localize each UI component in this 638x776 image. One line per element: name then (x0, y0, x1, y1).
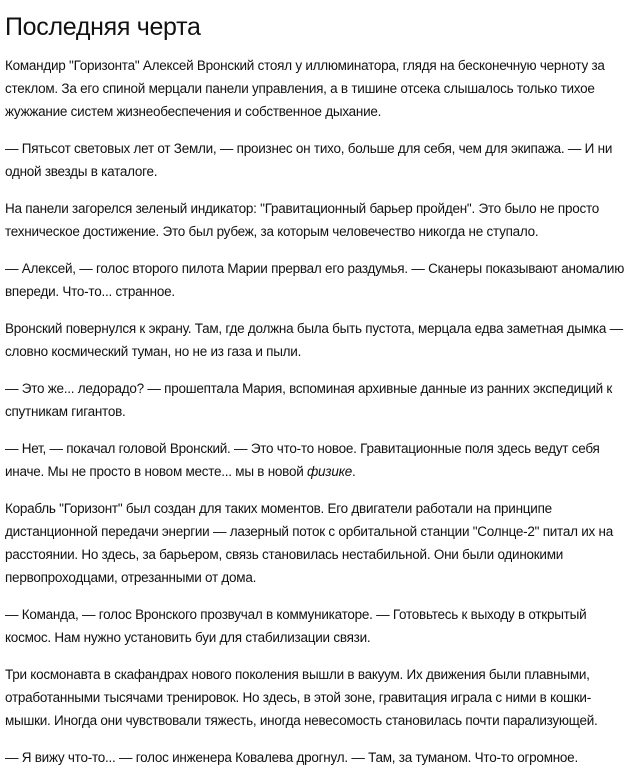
line-text: стеклом. За его спиной мерцали панели управления, а в тишине отсека слышалось только тихое (5, 81, 595, 96)
paragraph-line (5, 543, 633, 566)
line-text: — Нет, — покачал головой Вронский. — Это что-то новое. Гравитационные поля здесь ведут себя (5, 441, 600, 456)
paragraph (5, 137, 633, 183)
line-text: словно космический туман, но не из газа и пыли. (5, 344, 302, 359)
line-text: — Я вижу что-то... — голос инженера Ковалева дрогнул. — Там, за туманом. Что-то огромное. (5, 750, 578, 765)
paragraph (5, 497, 633, 589)
paragraph-line (5, 460, 633, 483)
line-text: отработанными тысячами тренировок. Но здесь, в этой зоне, гравитация играла с ними в кошки- (5, 690, 591, 705)
paragraph-line (5, 566, 633, 589)
paragraph-line (5, 746, 633, 769)
line-text: Три космонавта в скафандрах нового поколения вышли в вакуум. Их движения были плавными, (5, 667, 590, 682)
paragraph-line (5, 603, 633, 626)
paragraph-line (5, 437, 633, 460)
paragraph-line (5, 100, 633, 123)
line-text: впереди. Что-то... странное. (5, 284, 175, 299)
paragraph-line (5, 400, 633, 423)
paragraph (5, 746, 633, 769)
line-text: расстоянии. Но здесь, за барьером, связь становилась нестабильной. Они были одинокими (5, 547, 564, 562)
paragraph-line (5, 257, 633, 280)
line-text: На панели загорелся зеленый индикатор: "Гравитационный барьер пройден". Это было не просто (5, 201, 599, 216)
paragraph-line (5, 340, 633, 363)
paragraph (5, 197, 633, 243)
paragraph-line (5, 497, 633, 520)
paragraph-line (5, 377, 633, 400)
line-text: жужжание систем жизнеобеспечения и собственное дыхание. (5, 104, 382, 119)
paragraph (5, 437, 633, 483)
paragraph (5, 54, 633, 123)
line-text: одной звезды в каталоге. (5, 164, 158, 179)
line-text: Командир "Горизонта" Алексей Вронский стоял у иллюминатора, глядя на бесконечную черноту за (5, 58, 605, 73)
story-body (5, 54, 633, 769)
paragraph-line (5, 77, 633, 100)
line-text: Корабль "Горизонт" был создан для таких моментов. Его двигатели работали на принципе (5, 501, 552, 516)
line-text: первопроходцами, отрезанными от дома. (5, 570, 257, 585)
paragraph-line (5, 626, 633, 649)
paragraph-line (5, 54, 633, 77)
paragraph-line (5, 160, 633, 183)
line-text: — Это же... ледорадо? — прошептала Мария, вспоминая архивные данные из ранних экспедиций к (5, 381, 613, 396)
paragraph (5, 663, 633, 732)
paragraph (5, 377, 633, 423)
line-text: иначе. Мы не просто в новом месте... мы в новой (5, 464, 308, 479)
line-tail: . (351, 464, 356, 479)
paragraph-line (5, 137, 633, 160)
paragraph (5, 603, 633, 649)
line-text: космос. Нам нужно установить буи для стабилизации связи. (5, 630, 371, 645)
line-text: — Алексей, — голос второго пилота Марии прервал его раздумья. — Сканеры показывают аномалию (5, 261, 625, 276)
line-text: мышки. Иногда они чувствовали тяжесть, иногда невесомость становилась почти парализующей. (5, 713, 598, 728)
emphasis-text: физике (307, 464, 352, 479)
line-text: Вронский повернулся к экрану. Там, где должна была быть пустота, мерцала едва заметная дымка — (5, 321, 623, 336)
paragraph-line (5, 520, 633, 543)
page-title: Последняя черта (5, 13, 201, 41)
paragraph (5, 257, 633, 303)
paragraph-line (5, 317, 633, 340)
line-text: дистанционной передачи энергии — лазерный поток с орбитальной станции "Солнце-2" питал их на (5, 524, 613, 539)
line-text: — Пятьсот световых лет от Земли, — произнес он тихо, больше для себя, чем для экипажа. — И ни (5, 141, 613, 156)
paragraph-line (5, 709, 633, 732)
line-text: техническое достижение. Это был рубеж, за которым человечество никогда не ступало. (5, 224, 539, 239)
paragraph (5, 317, 633, 363)
line-text: — Команда, — голос Вронского прозвучал в коммуникаторе. — Готовьтесь к выходу в открытый (5, 607, 587, 622)
line-text: спутникам гигантов. (5, 404, 126, 419)
paragraph-line (5, 197, 633, 220)
paragraph-line (5, 220, 633, 243)
paragraph-line (5, 663, 633, 686)
paragraph-line (5, 686, 633, 709)
paragraph-line (5, 280, 633, 303)
